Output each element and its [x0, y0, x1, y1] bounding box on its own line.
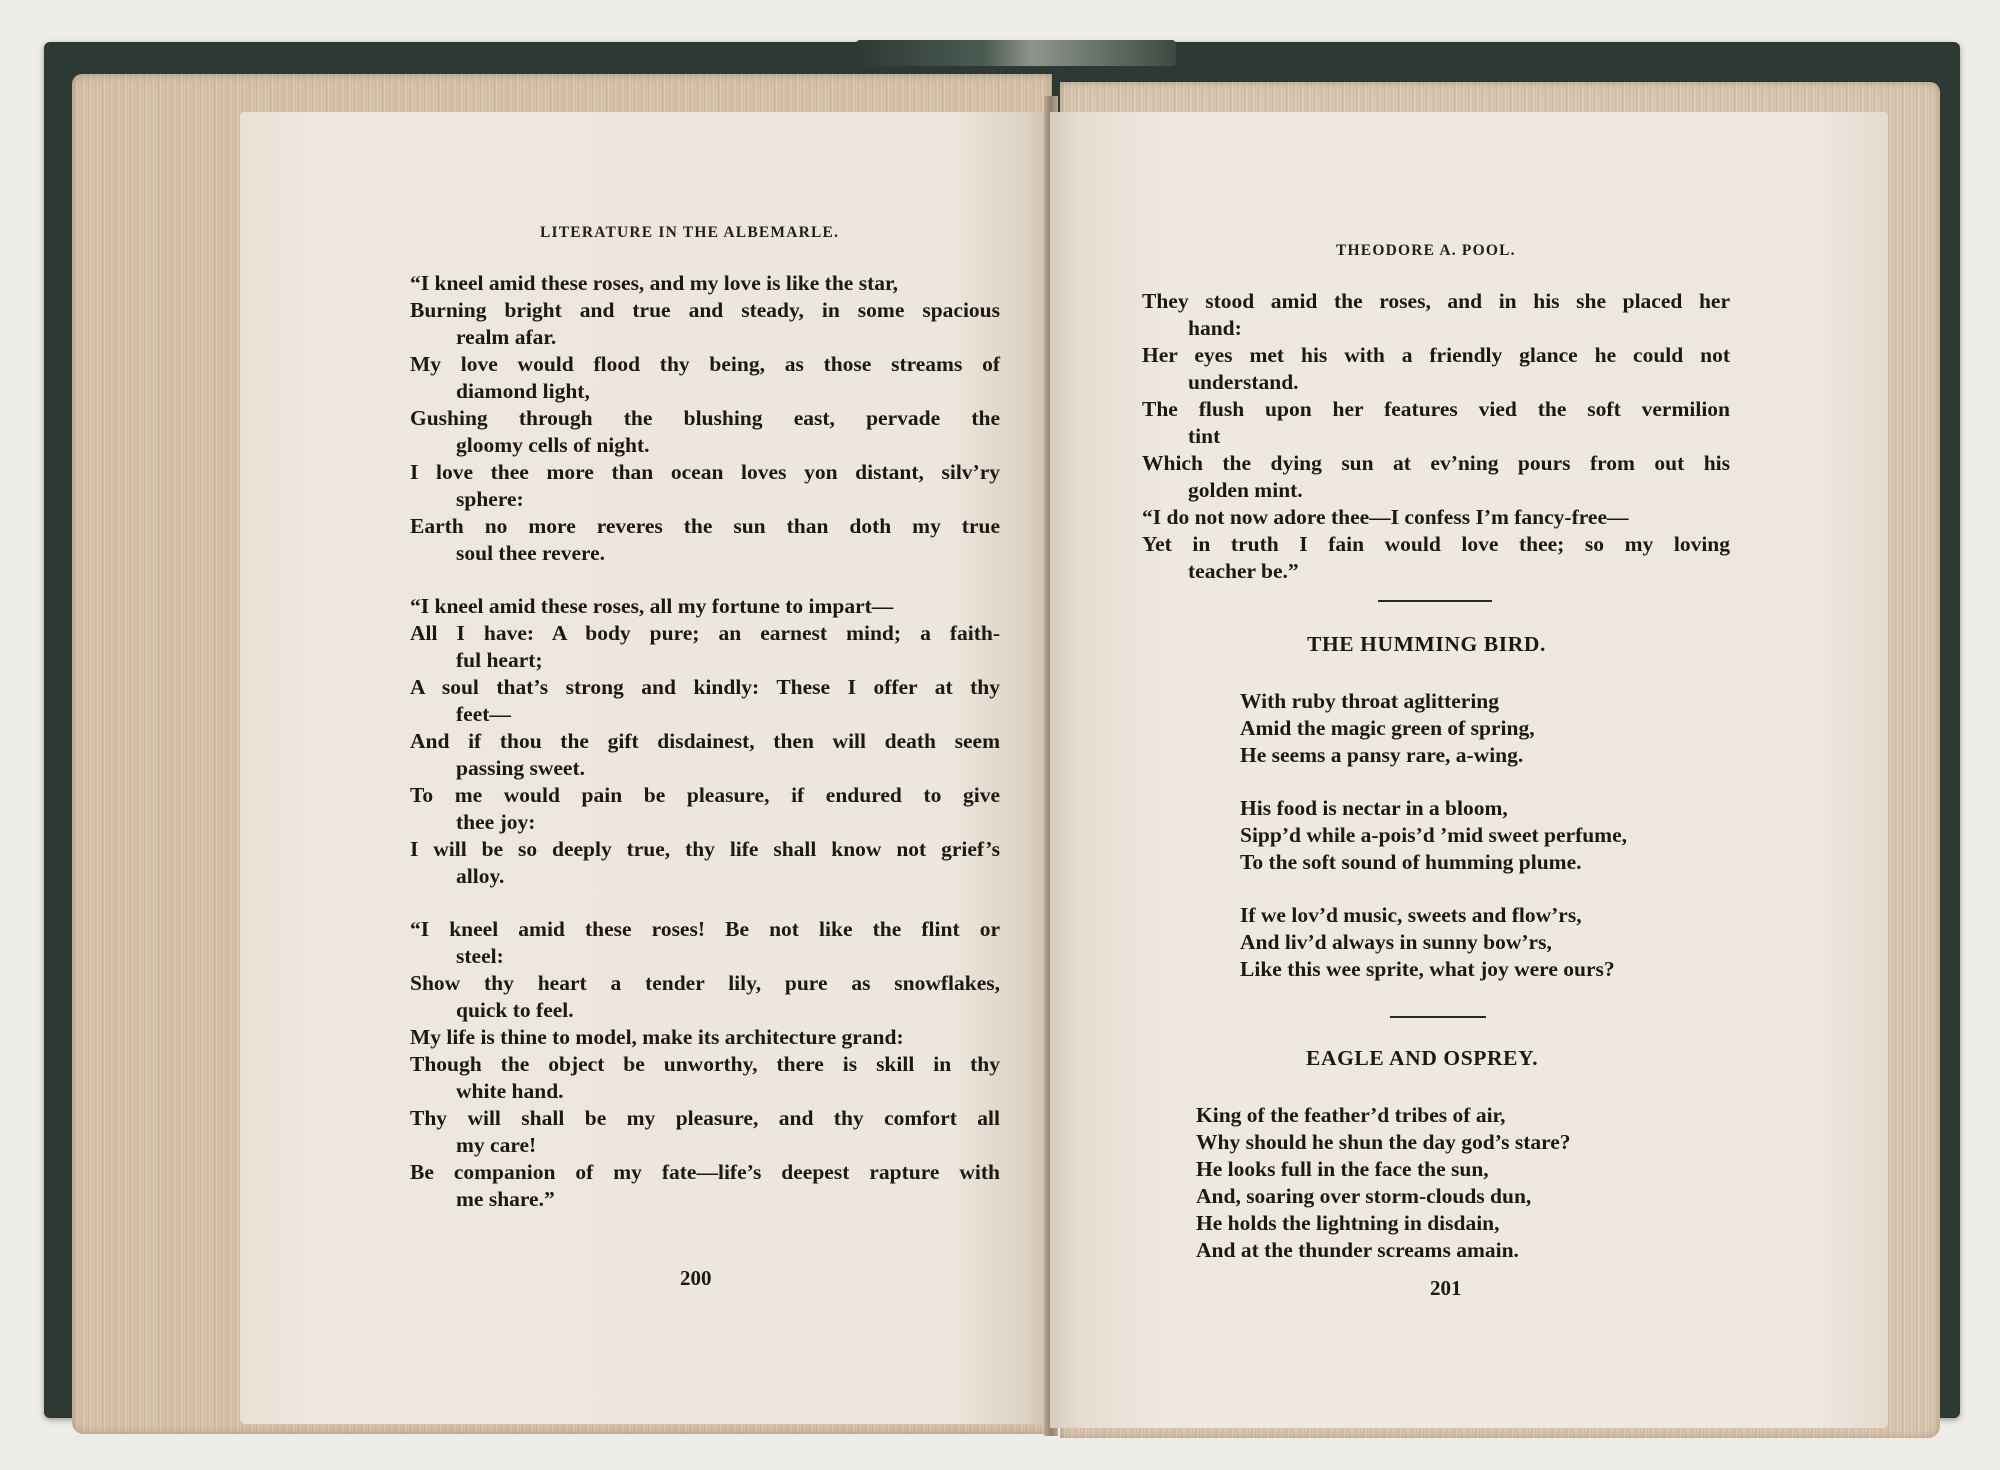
- verse-line: And if thou the gift disdainest, then will death seem: [410, 729, 1000, 753]
- verse-line: ful heart;: [456, 648, 543, 672]
- verse-line: Yet in truth I fain would love thee; so my loving: [1142, 532, 1730, 556]
- right-page-number: 201: [1430, 1276, 1462, 1300]
- eagle-osprey-title: EAGLE AND OSPREY.: [1306, 1046, 1539, 1070]
- right-running-head: THEODORE A. POOL.: [1336, 242, 1516, 259]
- verse-line: white hand.: [456, 1079, 564, 1103]
- verse-line: And at the thunder screams amain.: [1196, 1238, 1519, 1262]
- verse-line: “I kneel amid these roses, and my love is like the star,: [410, 271, 898, 295]
- verse-line: Why should he shun the day god’s stare?: [1196, 1130, 1571, 1154]
- verse-line: All I have: A body pure; an earnest mind; a faith-: [410, 621, 1000, 645]
- verse-line: soul thee revere.: [456, 541, 606, 565]
- verse-line: sphere:: [456, 487, 524, 511]
- verse-line: hand:: [1188, 316, 1242, 340]
- verse-line: alloy.: [456, 864, 505, 888]
- verse-line: I love thee more than ocean loves yon distant, silv’ry: [410, 460, 1000, 484]
- book-spine: [856, 40, 1176, 66]
- verse-line: His food is nectar in a bloom,: [1240, 796, 1508, 820]
- verse-line: “I do not now adore thee—I confess I’m fancy-free—: [1142, 505, 1629, 529]
- stanza-gap: [410, 890, 1000, 916]
- verse-line: quick to feel.: [456, 998, 574, 1022]
- verse-line: Sipp’d while a-pois’d ’mid sweet perfume,: [1240, 823, 1628, 847]
- verse-line: “I kneel amid these roses, all my fortune to impart—: [410, 594, 894, 618]
- verse-line: With ruby throat aglittering: [1240, 689, 1499, 713]
- stanza-gap: [410, 567, 1000, 593]
- verse-line: teacher be.”: [1188, 559, 1299, 583]
- verse-line: steel:: [456, 944, 504, 968]
- verse-line: And liv’d always in sunny bow’rs,: [1240, 930, 1552, 954]
- left-verse-block: [410, 270, 1000, 1213]
- eagle-osprey-verse: [1196, 1102, 1716, 1264]
- right-page: [1050, 112, 1888, 1428]
- stanza-gap: [1240, 876, 1760, 902]
- verse-line: Be companion of my fate—life’s deepest rapture with: [410, 1160, 1000, 1184]
- stanza-gap: [1240, 769, 1760, 795]
- verse-line: To me would pain be pleasure, if endured to give: [410, 783, 1000, 807]
- right-opening-verse: [1142, 288, 1730, 585]
- verse-line: I will be so deeply true, thy life shall know not grief’s: [410, 837, 1000, 861]
- verse-line: Though the object be unworthy, there is skill in thy: [410, 1052, 1000, 1076]
- left-running-head: LITERATURE IN THE ALBEMARLE.: [540, 224, 840, 241]
- verse-line: passing sweet.: [456, 756, 586, 780]
- verse-line: Gushing through the blushing east, pervade the: [410, 406, 1000, 430]
- verse-line: Which the dying sun at ev’ning pours from out his: [1142, 451, 1730, 475]
- verse-line: A soul that’s strong and kindly: These I offer at thy: [410, 675, 1000, 699]
- verse-line: My life is thine to model, make its architecture grand:: [410, 1025, 904, 1049]
- verse-line: He holds the lightning in disdain,: [1196, 1211, 1500, 1235]
- divider-rule-1: [1378, 600, 1492, 602]
- verse-line: Show thy heart a tender lily, pure as snowflakes,: [410, 971, 1000, 995]
- left-page-number: 200: [680, 1266, 712, 1290]
- verse-line: gloomy cells of night.: [456, 433, 650, 457]
- verse-line: my care!: [456, 1133, 537, 1157]
- verse-line: He seems a pansy rare, a-wing.: [1240, 743, 1524, 767]
- verse-line: My love would flood thy being, as those streams of: [410, 352, 1000, 376]
- verse-line: Her eyes met his with a friendly glance he could not: [1142, 343, 1730, 367]
- divider-rule-2: [1390, 1016, 1486, 1018]
- verse-line: And, soaring over storm-clouds dun,: [1196, 1184, 1532, 1208]
- humming-bird-title: THE HUMMING BIRD.: [1307, 632, 1546, 656]
- verse-line: He looks full in the face the sun,: [1196, 1157, 1489, 1181]
- verse-line: Like this wee sprite, what joy were ours?: [1240, 957, 1615, 981]
- verse-line: diamond light,: [456, 379, 590, 403]
- verse-line: golden mint.: [1188, 478, 1303, 502]
- verse-line: Burning bright and true and steady, in some spacious: [410, 298, 1000, 322]
- verse-line: feet—: [456, 702, 511, 726]
- verse-line: Thy will shall be my pleasure, and thy comfort all: [410, 1106, 1000, 1130]
- left-page: [240, 112, 1048, 1424]
- verse-line: tint: [1188, 424, 1221, 448]
- verse-line: understand.: [1188, 370, 1299, 394]
- verse-line: me share.”: [456, 1187, 555, 1211]
- verse-line: To the soft sound of humming plume.: [1240, 850, 1582, 874]
- verse-line: They stood amid the roses, and in his she placed her: [1142, 289, 1730, 313]
- verse-line: King of the feather’d tribes of air,: [1196, 1103, 1506, 1127]
- verse-line: The flush upon her features vied the soft vermilion: [1142, 397, 1730, 421]
- verse-line: “I kneel amid these roses! Be not like the flint or: [410, 917, 1000, 941]
- verse-line: thee joy:: [456, 810, 536, 834]
- verse-line: realm afar.: [456, 325, 557, 349]
- verse-line: If we lov’d music, sweets and flow’rs,: [1240, 903, 1582, 927]
- verse-line: Amid the magic green of spring,: [1240, 716, 1535, 740]
- verse-line: Earth no more reveres the sun than doth my true: [410, 514, 1000, 538]
- humming-bird-verse: [1240, 688, 1760, 983]
